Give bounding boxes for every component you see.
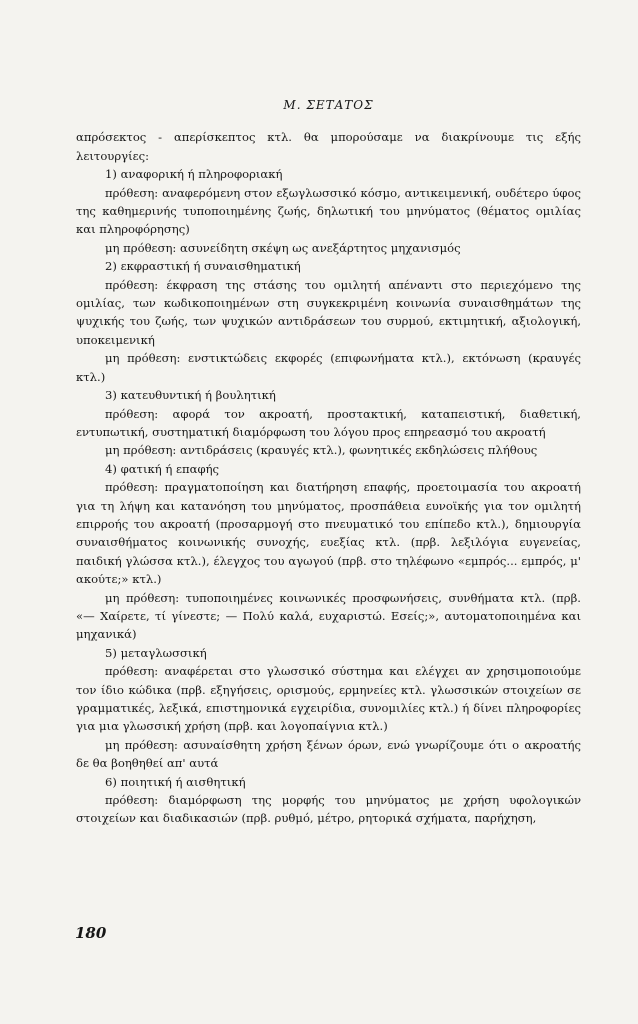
page-body xyxy=(76,96,581,828)
paragraph: μη πρόθεση: ενστικτώδεις εκφορές (επιφωνήματα κτλ.), εκτόνωση (κραυγές κτλ.) xyxy=(76,351,581,384)
function-heading: 1) αναφορική ή πληροφοριακή xyxy=(105,167,283,182)
paragraph: πρόθεση: διαμόρφωση της μορφής του μηνύματος με χρήση υφολογικών στοιχείων και διαδικασιών (πρβ. ρυθμό, μέτρο, ρητορικά σχήματα, παρήχηση, xyxy=(76,793,581,826)
body-text xyxy=(76,128,581,827)
paragraph: πρόθεση: έκφραση της στάσης του ομιλητή απέναντι στο περιεχόμενο της ομιλίας, των κωδικοποιημένων στη συγκεκριμένη κοινωνία συναισθημάτων της ψυχικής του ζωής, των ψυχικών αντιδράσεων του συρμού, εκτιμητική, αξιολογική, υποκειμενική xyxy=(76,277,581,347)
page-number: 180 xyxy=(75,924,107,942)
paragraph: πρόθεση: αφορά τον ακροατή, προστακτική, καταπειστική, διαθετική, εντυπωτική, συστηματική διαμόρφωση του λόγου προς επηρεασμό του ακροατή xyxy=(76,406,581,439)
paragraph: πρόθεση: αναφερόμενη στον εξωγλωσσικό κόσμο, αντικειμενική, ουδέτερο ύφος της καθημερινής τυποποιημένης ζωής, δηλωτική του μηνύματος (θέματος ομιλίας και πληροφόρησης) xyxy=(76,185,581,237)
paragraph: απρόσεκτος - απερίσκεπτος κτλ. θα μπορούσαμε να διακρίνουμε τις εξής λειτουργίες: xyxy=(76,130,581,163)
paragraph: μη πρόθεση: ασυναίσθητη χρήση ξένων όρων, ενώ γνωρίζουμε ότι ο ακροατής δε θα βοηθηθεί απ' αυτά xyxy=(76,737,581,771)
function-heading: 5) μεταγλωσσική xyxy=(105,645,207,660)
function-heading: 3) κατευθυντική ή βουλητική xyxy=(105,388,276,403)
paragraph: μη πρόθεση: αντιδράσεις (κραυγές κτλ.), φωνητικές εκδηλώσεις πλήθους xyxy=(105,443,538,458)
paragraph: πρόθεση: αναφέρεται στο γλωσσικό σύστημα και ελέγχει αν χρησιμοποιούμε τον ίδιο κώδικα (πρβ. εξηγήσεις, ορισμούς, ερμηνείες κτλ. γλωσσικών στοιχείων σε γραμματικές, λεξικά, επιστημονικά εγχειρίδια, συνομιλίες κτλ.) ή δίνει πληροφορίες για μια γλωσσική χρήση (πρβ. και λογοπαίγνια κτλ.) xyxy=(76,664,581,734)
running-header: Μ. ΣΕΤΑΤΟΣ xyxy=(283,98,374,112)
paragraph: μη πρόθεση: τυποποιημένες κοινωνικές προσφωνήσεις, συνθήματα κτλ. (πρβ. «— Χαίρετε, τί γίνεστε; — Πολύ καλά, ευχαριστώ. Εσείς;», αυτοματοποιημένα και μηχανικά) xyxy=(76,590,581,642)
paragraph: μη πρόθεση: ασυνείδητη σκέψη ως ανεξάρτητος μηχανισμός xyxy=(105,240,461,255)
function-heading: 6) ποιητική ή αισθητική xyxy=(105,774,246,789)
paragraph: πρόθεση: πραγματοποίηση και διατήρηση επαφής, προετοιμασία του ακροατή για τη λήψη και κατανόηση του μηνύματος, προσπάθεια ευνοϊκής για τον ομιλητή επιρροής του ακροατή (προσαρμογή στο πνευματικό του επίπεδο κτλ.), δημιουργία συναισθήματος κοινωνικής συνοχής, ευεξίας κτλ. (πρβ. λεξιλόγια ευγενείας, παιδική γλώσσα κτλ.), έλεγχος του αγωγού (πρβ. στο τηλέφωνο «εμπρός... εμπρός, μ' ακούτε;» κτλ.) xyxy=(76,480,581,587)
function-heading: 4) φατική ή επαφής xyxy=(105,461,220,476)
function-heading: 2) εκφραστική ή συναισθηματική xyxy=(105,259,301,274)
